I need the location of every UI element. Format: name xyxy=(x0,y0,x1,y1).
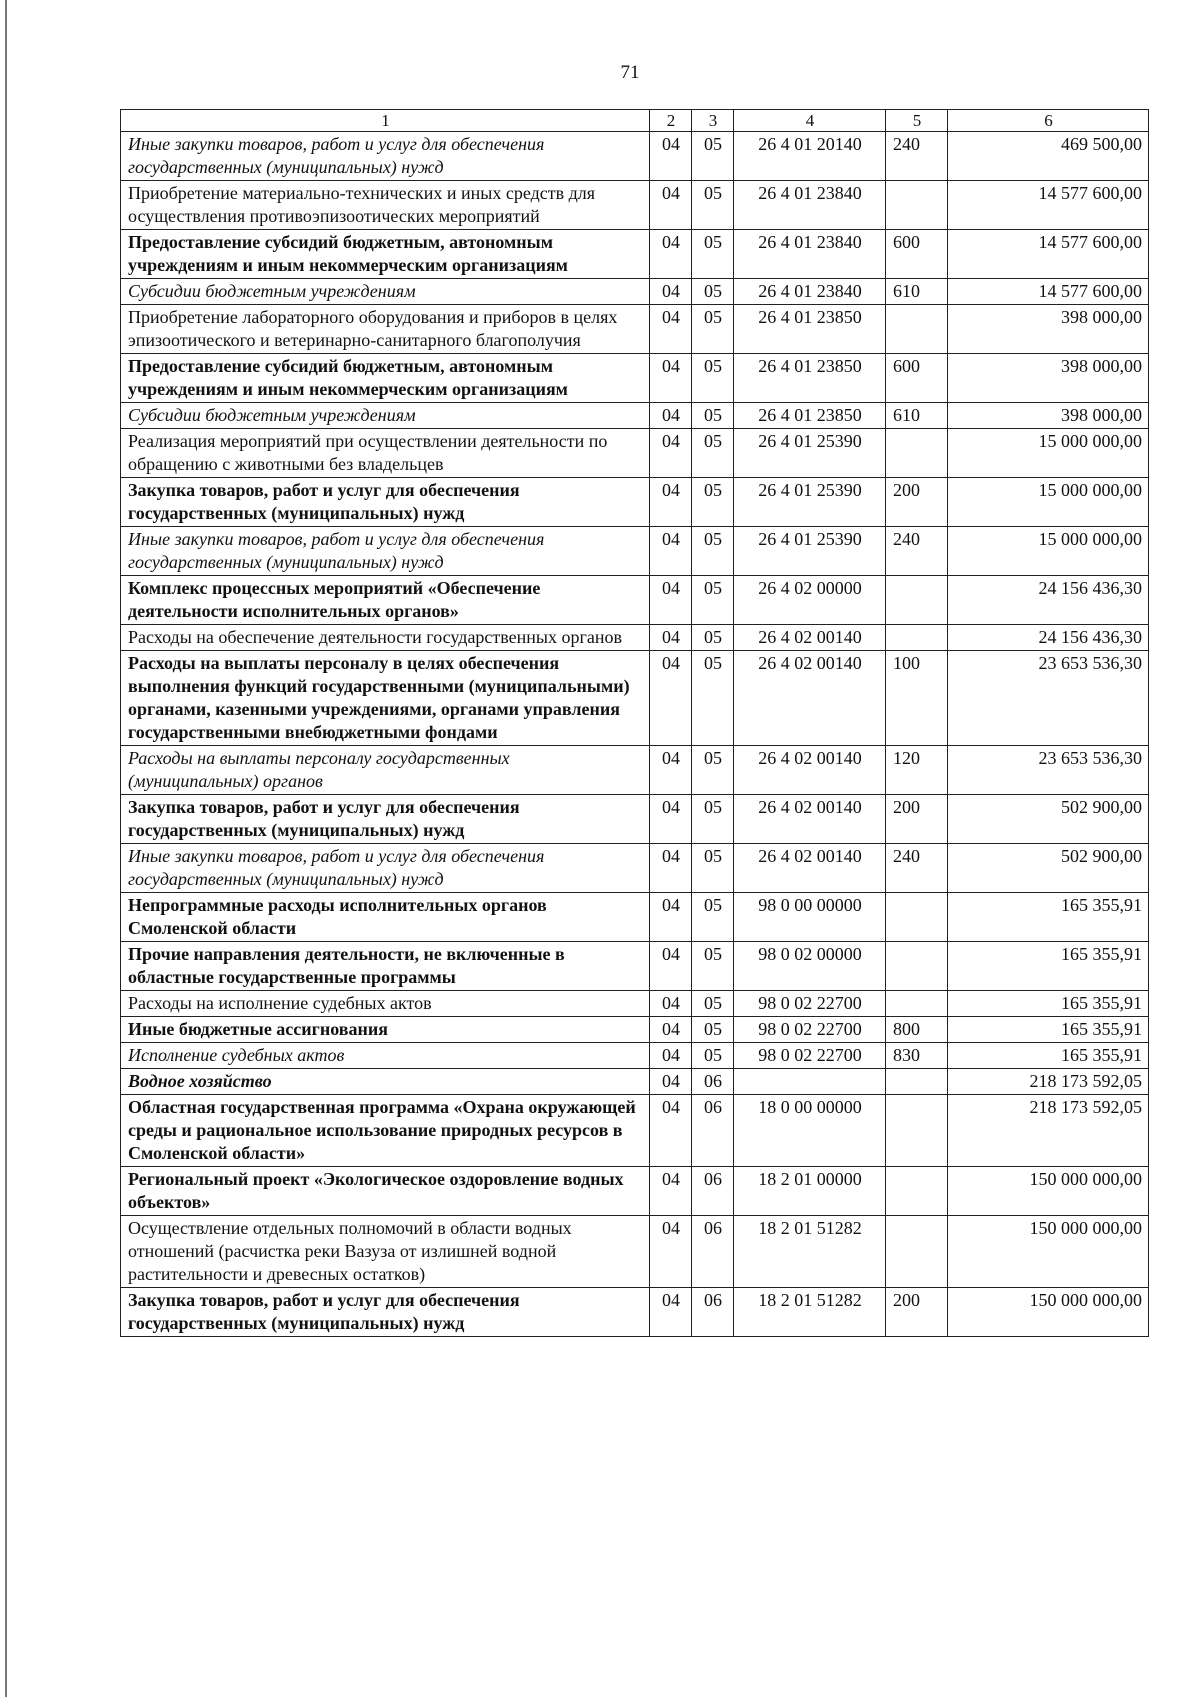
column-header: 1 xyxy=(121,110,650,132)
expense-type-code: 240 xyxy=(886,527,948,576)
section-code: 04 xyxy=(650,181,692,230)
expense-type-code xyxy=(886,181,948,230)
subsection-code: 05 xyxy=(692,625,734,651)
amount-value: 15 000 000,00 xyxy=(948,478,1149,527)
table-body xyxy=(121,132,1149,1337)
amount-value: 218 173 592,05 xyxy=(948,1095,1149,1167)
target-article-code: 26 4 02 00140 xyxy=(734,746,886,795)
section-code: 04 xyxy=(650,478,692,527)
subsection-code: 05 xyxy=(692,527,734,576)
expense-type-code: 120 xyxy=(886,746,948,795)
table-row xyxy=(121,1216,1149,1288)
row-name: Прочие направления деятельности, не включенные в областные государственные программы xyxy=(121,942,650,991)
amount-value: 502 900,00 xyxy=(948,795,1149,844)
row-name: Предоставление субсидий бюджетным, автономным учреждениям и иным некоммерческим организациям xyxy=(121,230,650,279)
table-row xyxy=(121,651,1149,746)
expense-type-code xyxy=(886,1216,948,1288)
expense-type-code xyxy=(886,893,948,942)
section-code: 04 xyxy=(650,429,692,478)
row-name: Приобретение лабораторного оборудования и приборов в целях эпизоотического и ветеринарно-санитарного благополучия xyxy=(121,305,650,354)
table-row xyxy=(121,991,1149,1017)
target-article-code: 26 4 01 25390 xyxy=(734,429,886,478)
target-article-code: 18 2 01 00000 xyxy=(734,1167,886,1216)
row-name: Иные бюджетные ассигнования xyxy=(121,1017,650,1043)
section-code: 04 xyxy=(650,1017,692,1043)
target-article-code: 26 4 01 23840 xyxy=(734,181,886,230)
expense-type-code: 610 xyxy=(886,403,948,429)
subsection-code: 05 xyxy=(692,305,734,354)
target-article-code: 26 4 02 00140 xyxy=(734,651,886,746)
row-name: Приобретение материально-технических и иных средств для осуществления противоэпизоотических мероприятий xyxy=(121,181,650,230)
row-name: Иные закупки товаров, работ и услуг для обеспечения государственных (муниципальных) нужд xyxy=(121,132,650,181)
expense-type-code: 600 xyxy=(886,354,948,403)
subsection-code: 06 xyxy=(692,1167,734,1216)
target-article-code: 18 2 01 51282 xyxy=(734,1216,886,1288)
table-header-row xyxy=(121,110,1149,132)
section-code: 04 xyxy=(650,132,692,181)
row-name: Расходы на обеспечение деятельности государственных органов xyxy=(121,625,650,651)
section-code: 04 xyxy=(650,1288,692,1337)
subsection-code: 05 xyxy=(692,181,734,230)
target-article-code: 18 2 01 51282 xyxy=(734,1288,886,1337)
row-name: Расходы на выплаты персоналу государственных (муниципальных) органов xyxy=(121,746,650,795)
table-row xyxy=(121,795,1149,844)
expense-type-code xyxy=(886,1095,948,1167)
table-row xyxy=(121,305,1149,354)
column-header: 5 xyxy=(886,110,948,132)
section-code: 04 xyxy=(650,942,692,991)
amount-value: 398 000,00 xyxy=(948,354,1149,403)
subsection-code: 05 xyxy=(692,893,734,942)
expense-type-code: 610 xyxy=(886,279,948,305)
amount-value: 23 653 536,30 xyxy=(948,746,1149,795)
subsection-code: 05 xyxy=(692,1017,734,1043)
section-code: 04 xyxy=(650,230,692,279)
budget-table xyxy=(120,109,1149,1337)
target-article-code: 26 4 02 00000 xyxy=(734,576,886,625)
subsection-code: 05 xyxy=(692,844,734,893)
amount-value: 398 000,00 xyxy=(948,305,1149,354)
table-row xyxy=(121,1288,1149,1337)
row-name: Водное хозяйство xyxy=(121,1069,650,1095)
section-code: 04 xyxy=(650,1069,692,1095)
amount-value: 23 653 536,30 xyxy=(948,651,1149,746)
section-code: 04 xyxy=(650,651,692,746)
subsection-code: 05 xyxy=(692,795,734,844)
row-name: Реализация мероприятий при осуществлении деятельности по обращению с животными без владельцев xyxy=(121,429,650,478)
section-code: 04 xyxy=(650,1095,692,1167)
amount-value: 165 355,91 xyxy=(948,1043,1149,1069)
subsection-code: 05 xyxy=(692,576,734,625)
row-name: Иные закупки товаров, работ и услуг для обеспечения государственных (муниципальных) нужд xyxy=(121,527,650,576)
expense-type-code: 240 xyxy=(886,844,948,893)
row-name: Субсидии бюджетным учреждениям xyxy=(121,279,650,305)
target-article-code: 26 4 01 23850 xyxy=(734,403,886,429)
subsection-code: 05 xyxy=(692,279,734,305)
table-row xyxy=(121,132,1149,181)
section-code: 04 xyxy=(650,844,692,893)
expense-type-code: 200 xyxy=(886,795,948,844)
table-row xyxy=(121,478,1149,527)
section-code: 04 xyxy=(650,795,692,844)
table-row xyxy=(121,576,1149,625)
subsection-code: 05 xyxy=(692,478,734,527)
expense-type-code: 200 xyxy=(886,1288,948,1337)
row-name: Областная государственная программа «Охрана окружающей среды и рациональное использование природных ресурсов в Смоленской области» xyxy=(121,1095,650,1167)
page-edge-line xyxy=(5,0,7,1697)
amount-value: 14 577 600,00 xyxy=(948,230,1149,279)
subsection-code: 05 xyxy=(692,132,734,181)
amount-value: 398 000,00 xyxy=(948,403,1149,429)
target-article-code: 26 4 01 23850 xyxy=(734,354,886,403)
target-article-code: 98 0 00 00000 xyxy=(734,893,886,942)
row-name: Осуществление отдельных полномочий в области водных отношений (расчистка реки Вазуза от излишней водной растительности и древесных остатков) xyxy=(121,1216,650,1288)
section-code: 04 xyxy=(650,625,692,651)
amount-value: 150 000 000,00 xyxy=(948,1216,1149,1288)
amount-value: 24 156 436,30 xyxy=(948,576,1149,625)
subsection-code: 05 xyxy=(692,651,734,746)
row-name: Непрограммные расходы исполнительных органов Смоленской области xyxy=(121,893,650,942)
amount-value: 15 000 000,00 xyxy=(948,429,1149,478)
table-row xyxy=(121,893,1149,942)
amount-value: 150 000 000,00 xyxy=(948,1288,1149,1337)
section-code: 04 xyxy=(650,403,692,429)
table-row xyxy=(121,527,1149,576)
amount-value: 14 577 600,00 xyxy=(948,181,1149,230)
section-code: 04 xyxy=(650,1043,692,1069)
expense-type-code xyxy=(886,429,948,478)
row-name: Закупка товаров, работ и услуг для обеспечения государственных (муниципальных) нужд xyxy=(121,1288,650,1337)
table-row xyxy=(121,181,1149,230)
row-name: Региональный проект «Экологическое оздоровление водных объектов» xyxy=(121,1167,650,1216)
expense-type-code xyxy=(886,1069,948,1095)
row-name: Расходы на исполнение судебных актов xyxy=(121,991,650,1017)
row-name: Закупка товаров, работ и услуг для обеспечения государственных (муниципальных) нужд xyxy=(121,795,650,844)
row-name: Расходы на выплаты персоналу в целях обеспечения выполнения функций государственными (муниципальными) органами, казенными учреждениями, органами управления государственными внебюджетными фондами xyxy=(121,651,650,746)
expense-type-code xyxy=(886,625,948,651)
subsection-code: 06 xyxy=(692,1288,734,1337)
expense-type-code: 800 xyxy=(886,1017,948,1043)
row-name: Закупка товаров, работ и услуг для обеспечения государственных (муниципальных) нужд xyxy=(121,478,650,527)
target-article-code xyxy=(734,1069,886,1095)
amount-value: 165 355,91 xyxy=(948,991,1149,1017)
column-header: 6 xyxy=(948,110,1149,132)
subsection-code: 05 xyxy=(692,429,734,478)
column-header: 4 xyxy=(734,110,886,132)
subsection-code: 06 xyxy=(692,1095,734,1167)
row-name: Комплекс процессных мероприятий «Обеспечение деятельности исполнительных органов» xyxy=(121,576,650,625)
table-row xyxy=(121,279,1149,305)
amount-value: 218 173 592,05 xyxy=(948,1069,1149,1095)
target-article-code: 26 4 01 20140 xyxy=(734,132,886,181)
expense-type-code: 600 xyxy=(886,230,948,279)
amount-value: 24 156 436,30 xyxy=(948,625,1149,651)
target-article-code: 26 4 02 00140 xyxy=(734,795,886,844)
table-row xyxy=(121,1043,1149,1069)
target-article-code: 18 0 00 00000 xyxy=(734,1095,886,1167)
section-code: 04 xyxy=(650,527,692,576)
expense-type-code: 240 xyxy=(886,132,948,181)
target-article-code: 26 4 01 23840 xyxy=(734,230,886,279)
column-header: 2 xyxy=(650,110,692,132)
table-row xyxy=(121,1069,1149,1095)
amount-value: 150 000 000,00 xyxy=(948,1167,1149,1216)
section-code: 04 xyxy=(650,576,692,625)
subsection-code: 05 xyxy=(692,746,734,795)
table-row xyxy=(121,230,1149,279)
page-number: 71 xyxy=(620,62,640,83)
table-row xyxy=(121,942,1149,991)
subsection-code: 06 xyxy=(692,1069,734,1095)
section-code: 04 xyxy=(650,746,692,795)
table-row xyxy=(121,625,1149,651)
subsection-code: 06 xyxy=(692,1216,734,1288)
table-row xyxy=(121,1095,1149,1167)
target-article-code: 26 4 02 00140 xyxy=(734,625,886,651)
target-article-code: 98 0 02 22700 xyxy=(734,1017,886,1043)
target-article-code: 26 4 01 23850 xyxy=(734,305,886,354)
target-article-code: 98 0 02 00000 xyxy=(734,942,886,991)
expense-type-code: 100 xyxy=(886,651,948,746)
section-code: 04 xyxy=(650,893,692,942)
subsection-code: 05 xyxy=(692,403,734,429)
expense-type-code: 830 xyxy=(886,1043,948,1069)
subsection-code: 05 xyxy=(692,991,734,1017)
row-name: Иные закупки товаров, работ и услуг для обеспечения государственных (муниципальных) нужд xyxy=(121,844,650,893)
target-article-code: 98 0 02 22700 xyxy=(734,1043,886,1069)
target-article-code: 26 4 02 00140 xyxy=(734,844,886,893)
amount-value: 165 355,91 xyxy=(948,1017,1149,1043)
table-row xyxy=(121,746,1149,795)
section-code: 04 xyxy=(650,354,692,403)
section-code: 04 xyxy=(650,279,692,305)
target-article-code: 26 4 01 23840 xyxy=(734,279,886,305)
target-article-code: 26 4 01 25390 xyxy=(734,478,886,527)
table-row xyxy=(121,429,1149,478)
section-code: 04 xyxy=(650,1216,692,1288)
table-row xyxy=(121,354,1149,403)
column-header: 3 xyxy=(692,110,734,132)
table-row xyxy=(121,844,1149,893)
expense-type-code xyxy=(886,991,948,1017)
amount-value: 165 355,91 xyxy=(948,893,1149,942)
row-name: Исполнение судебных актов xyxy=(121,1043,650,1069)
subsection-code: 05 xyxy=(692,230,734,279)
expense-type-code xyxy=(886,942,948,991)
table-row xyxy=(121,403,1149,429)
amount-value: 469 500,00 xyxy=(948,132,1149,181)
row-name: Предоставление субсидий бюджетным, автономным учреждениям и иным некоммерческим организациям xyxy=(121,354,650,403)
section-code: 04 xyxy=(650,305,692,354)
target-article-code: 26 4 01 25390 xyxy=(734,527,886,576)
subsection-code: 05 xyxy=(692,354,734,403)
expense-type-code xyxy=(886,1167,948,1216)
amount-value: 15 000 000,00 xyxy=(948,527,1149,576)
amount-value: 502 900,00 xyxy=(948,844,1149,893)
table-row xyxy=(121,1167,1149,1216)
subsection-code: 05 xyxy=(692,1043,734,1069)
expense-type-code xyxy=(886,305,948,354)
expense-type-code xyxy=(886,576,948,625)
amount-value: 14 577 600,00 xyxy=(948,279,1149,305)
table-row xyxy=(121,1017,1149,1043)
expense-type-code: 200 xyxy=(886,478,948,527)
target-article-code: 98 0 02 22700 xyxy=(734,991,886,1017)
subsection-code: 05 xyxy=(692,942,734,991)
section-code: 04 xyxy=(650,1167,692,1216)
section-code: 04 xyxy=(650,991,692,1017)
row-name: Субсидии бюджетным учреждениям xyxy=(121,403,650,429)
amount-value: 165 355,91 xyxy=(948,942,1149,991)
